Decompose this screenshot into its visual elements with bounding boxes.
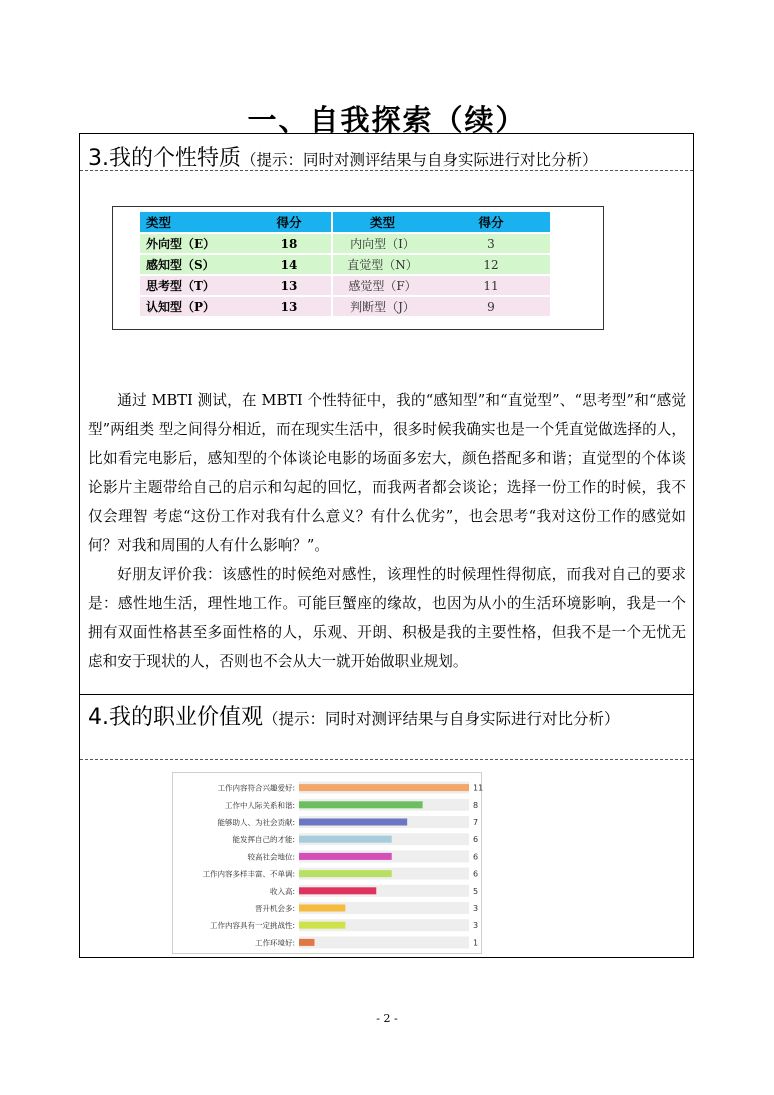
chart-category-label: 工作内容符合兴趣爱好:: [217, 783, 295, 793]
chart-value-label: 3: [473, 921, 479, 931]
mbti-score-left: 13: [247, 297, 331, 318]
chart-value-label: 5: [473, 886, 479, 896]
mbti-score-table: [112, 206, 604, 330]
chart-bar: [299, 870, 392, 877]
chart-value-label: 3: [473, 904, 479, 913]
mbti-score-right: 12: [432, 255, 550, 276]
section3-paragraph-1: 通过 MBTI 测试，在 MBTI 个性特征中，我的“感知型”和“直觉型”、“思考型”和“感觉型”两组类 型之间得分相近，而在现实生活中，很多时候我确实也是一个凭直觉做选择的人，比如看完电影后，感知型的个体谈论电影的场面多宏大，颜色搭配多和谐；直觉型的个体谈论影片主题带给自己的启示和勾起的回忆，而我两者都会谈论；选择一份工作的时候，我不仅会理智 考虑“这份工作对我有什么意义？有什么优劣”，也会思考“我对这份工作的感觉如何？对我和周围的人有什么影响？”。: [88, 392, 686, 554]
chart-bar: [299, 887, 376, 894]
mbti-header-type-right: 类型: [331, 212, 432, 234]
mbti-type-left: 认知型（P）: [140, 297, 247, 318]
chart-bar: [299, 801, 423, 808]
chart-category-label: 能发挥自己的才能:: [232, 835, 295, 845]
chart-category-label: 晋升机会多:: [254, 904, 295, 913]
chart-value-label: 6: [473, 835, 479, 845]
mbti-type-left: 思考型（T）: [140, 276, 247, 297]
mbti-type-right: 判断型（J）: [331, 297, 432, 318]
chart-bar: [299, 939, 314, 946]
chart-category-label: 工作内容具有一定挑战性:: [209, 921, 295, 931]
section3-hint: （提示：同时对测评结果与自身实际进行对比分析）: [241, 151, 598, 169]
chart-row-background: [299, 936, 469, 948]
mbti-row: [140, 234, 550, 255]
chart-bar: [299, 819, 407, 826]
chart-bar: [299, 853, 392, 860]
chart-value-label: 6: [473, 852, 479, 862]
values-bar-chart: [172, 772, 482, 954]
mbti-score-right: 9: [432, 297, 550, 318]
chart-bar: [299, 922, 345, 929]
chart-value-label: 1: [473, 938, 479, 948]
section3-paragraph-2: 好朋友评价我：该感性的时候绝对感性，该理性的时候理性得彻底，而我对自己的要求是：感性地生活，理性地工作。可能巨蟹座的缘故，也因为从小的生活环境影响，我是一个拥有双面性格甚至多面性格的人，乐观、开朗、积极是我的主要性格，但我不是一个无忧无虑和安于现状的人，否则也不会从大一就开始做职业规划。: [88, 566, 686, 670]
section4-header: [80, 694, 693, 760]
chart-value-label: 8: [473, 800, 479, 810]
mbti-type-left: 感知型（S）: [140, 255, 247, 276]
chart-value-label: 6: [473, 869, 479, 879]
mbti-row: [140, 297, 550, 318]
chart-bar: [299, 836, 392, 843]
mbti-score-left: 14: [247, 255, 331, 276]
section4-title: 4.我的职业价值观: [88, 705, 263, 730]
chart-value-label: 7: [473, 818, 479, 827]
chart-category-label: 工作中人际关系和谐:: [224, 800, 295, 810]
section3-title: 3.我的个性特质: [88, 146, 241, 171]
mbti-table-header: [140, 212, 550, 234]
mbti-type-right: 感觉型（F）: [331, 276, 432, 297]
mbti-row: [140, 276, 550, 297]
chart-category-label: 较高社会地位:: [247, 852, 295, 862]
chart-category-label: 工作内容多样丰富、不单调:: [202, 869, 295, 879]
values-chart-svg: [173, 773, 484, 953]
chart-category-label: 收入高:: [269, 886, 295, 896]
section3-body: [88, 386, 686, 676]
mbti-header-type-left: 类型: [140, 212, 247, 234]
chart-value-label: 11: [473, 783, 484, 793]
page-number: - 2 -: [376, 1012, 398, 1025]
mbti-row: [140, 255, 550, 276]
mbti-score-left: 18: [247, 234, 331, 255]
chart-category-label: 能够助人、为社会贡献:: [217, 818, 295, 827]
mbti-type-left: 外向型（E）: [140, 234, 247, 255]
content-frame: [79, 133, 694, 958]
mbti-score-right: 11: [432, 276, 550, 297]
page-title: 一、自我探索（续）: [247, 103, 527, 137]
mbti-type-right: 内向型（I）: [331, 234, 432, 255]
section3-header: [80, 134, 693, 171]
chart-bar: [299, 784, 469, 791]
mbti-header-score-left: 得分: [247, 212, 331, 234]
mbti-score-right: 3: [432, 234, 550, 255]
mbti-header-score-right: 得分: [432, 212, 550, 234]
chart-category-label: 工作环境好:: [254, 938, 295, 948]
mbti-score-left: 13: [247, 276, 331, 297]
chart-bar: [299, 905, 345, 912]
section4-hint: （提示：同时对测评结果与自身实际进行对比分析）: [263, 710, 620, 728]
mbti-type-right: 直觉型（N）: [331, 255, 432, 276]
